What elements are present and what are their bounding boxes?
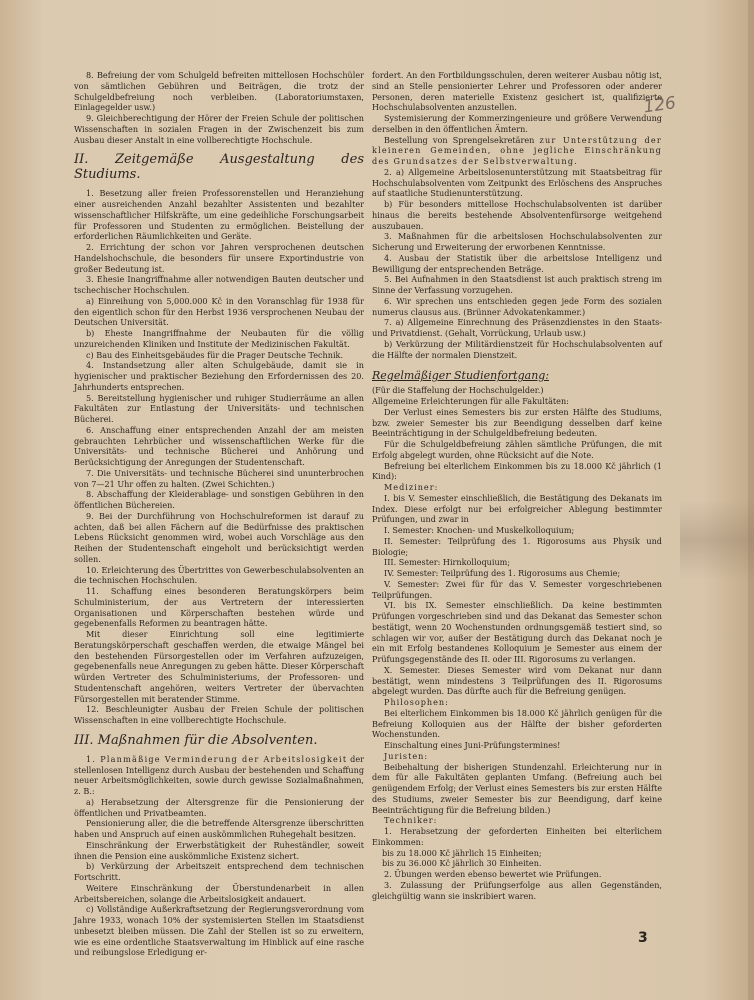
paragraph: b) Für besonders mittellose Hochschulabsolventen ist darüber hinaus die bereits bestehende Absolventenfürsorge weitgehend auszubauen. xyxy=(372,199,662,231)
subheading: Regelmäßiger Studienfortgang: xyxy=(372,369,550,383)
paragraph: 3. Zulassung der Prüfungserfolge aus allen Gegenständen, gleichgültig wann sie inskribiert waren. xyxy=(372,879,662,901)
paragraph: b) Verkürzung der Arbeitszeit entsprechend dem technischen Fortschritt. xyxy=(74,861,364,882)
paragraph: 3. Ehesie Inangriffnahme aller notwendigen Bauten deutscher und tschechischer Hochschulen. xyxy=(74,274,364,295)
paragraph: Mit dieser Einrichtung soll eine legitimierte Beratungskörperschaft geschaffen werden, die etwaige Mängel bei den bestehenden Fürsorgestellen oder im Verfahren aufzuzeigen, gegebenenfalls neue Anregungen zu geben hätte. Dieser Körperschaft würden Vertreter des Schulministeriums, der Professoren- und Studentenschaft angehören, weiters Vertreter der übervachten Fürsorgestellen mit beratender Stimme. xyxy=(74,629,364,704)
paragraph xyxy=(74,754,364,797)
paragraph: Weitere Einschränkung der Überstundenarbeit in allen Arbeitsbereichen, solange die Arbeitslosigkeit andauert. xyxy=(74,882,364,904)
paragraph: I. bis V. Semester einschließlich, die Bestätigung des Dekanats im Index. Diese erfolgt nur bei erfolgreicher Ablegung bestimmter Prüfungen, und zwar in xyxy=(372,492,662,525)
paragraph: 2. Errichtung der schon vor Jahren versprochenen deutschen Handelshochschule, die besonders für unsere Exportindustrie von großer Bedeutung ist. xyxy=(74,242,364,274)
paragraph: Bei elterlichem Einkommen bis 18.000 Kč jährlich genügen für die Befreiung Kolloquien aus der Hälfte der bisher geforderten Wochenstunden. xyxy=(372,707,662,740)
paragraph: c) Bau des Einheitsgebäudes für die Prager Deutsche Technik. xyxy=(86,349,344,360)
paragraph: X. Semester. Dieses Semester wird vom Dekanat nur dann bestätigt, wenn mindestens 3 Teilprüfungen des II. Rigorosums abgelegt wurden. Das dürfte auch für die Befreiung genügen. xyxy=(372,664,662,697)
spaced-text: zur Unterstützung der kleineren Gemeinden, ohne jegliche Einschränkung des Grundsatzes der Selbstverwaltung. xyxy=(372,134,662,166)
paragraph: VI. bis IX. Semester einschließlich. Da keine bestimmten Prüfungen vorgeschrieben sind und das Dekanat das Semester schon bestätigt, wenn 20 Wochenstunden ordnungsgemäß testiert sind, so schlagen wir vor, außer der Bestätigung durch das Dekanat noch je ein mit Erfolg bestandenes Kolloquium je Semester aus einem der Prüfungsgegenstände des II. oder III. Rigorosums zu verlangen. xyxy=(372,600,662,664)
paragraph: (Für die Staffelung der Hochschulgelder.) xyxy=(372,385,544,396)
paper-crease xyxy=(680,500,754,580)
paragraph: 9. Bei der Durchführung von Hochschulreformen ist darauf zu achten, daß bei allen Fächern auf die Bedürfnisse des praktischen Lebens Rücksicht genommen wird, wobei auch Vorschläge aus den Reihen der Studentenschaft eingeholt und berücksichtigt werden sollen. xyxy=(74,510,364,564)
paragraph: V. Semester: Zwei für für das V. Semester vorgeschriebenen Teilprüfungen. xyxy=(372,578,662,600)
faculty-heading: Philosophen: xyxy=(384,697,449,707)
handwritten-annotation: 126 xyxy=(642,93,678,118)
faculty-heading: Techniker: xyxy=(384,815,438,826)
paragraph: 6. Anschaffung einer entsprechenden Anzahl der am meisten gebrauchten Lehrbücher und wissenschaftlichen Werke für die Universitäts- und technische Bücherei und Anhörung und Berücksichtigung der Anregungen der Studentenschaft. xyxy=(74,424,364,467)
paragraph: 4. Ausbau der Statistik über die arbeitslose Intelligenz und Bewilligung der entsprechenden Beträge. xyxy=(372,252,662,274)
section-heading: III. Maßnahmen für die Absolventen. xyxy=(74,732,318,748)
paragraph: 1. Herabsetzung der geforderten Einheiten bei elterlichem Einkommen: xyxy=(372,826,662,847)
paragraph: 7. Die Universitäts- und technische Bücherei sind ununterbrochen von 7—21 Uhr offen zu halten. (Zwei Schichten.) xyxy=(74,467,364,489)
paragraph: a) Herabsetzung der Altersgrenze für die Pensionierung der öffentlichen und Privatbeamten. xyxy=(74,796,364,818)
paragraph: c) Vollständige Außerkraftsetzung der Regierungsverordnung vom Jahre 1933, wonach 10% der systemisierten Stellen im Staatsdienst unbesetzt bleiben müssen. Die Zahl der Stellen ist so zu erweitern, wie es eine ordentliche Staatsverwaltung im Hinblick auf eine rasche und reibungslose Erledigung er- xyxy=(74,904,364,958)
paragraph: Allgemeine Erleichterungen für alle Fakultäten: xyxy=(372,396,569,406)
paragraph: bis zu 36.000 Kč jährlich 30 Einheiten. xyxy=(382,858,542,869)
paragraph: a) Einreihung von 5,000.000 Kč in den Voranschlag für 1938 für den eigentlich schon für den Herbst 1936 versprochenen Neubau der Deutschen Universität. xyxy=(74,295,364,328)
paragraph: 1. Besetzung aller freien Professorenstellen und Heranziehung einer ausreichenden Anzahl bezahlter Assistenten und bezahlter wissenschaftlicher Hilfskräfte, um eine gedeihliche Forschungsarbeit für Professoren und Studenten zu ermöglichen. Beistellung der erforderlichen Räumlichkeiten und Geräte. xyxy=(74,188,364,242)
paragraph: b) Verkürzung der Militärdienstzeit für Hochschulabsolventen auf die Hälfte der normalen Dienstzeit. xyxy=(372,338,662,360)
faculty-heading: Juristen: xyxy=(384,750,429,761)
paragraph: fordert. An den Fortbildungsschulen, deren weiterer Ausbau nötig ist, sind an Stelle pensionierter Lehrer und Professoren oder anderer Personen, deren materielle Existenz gesichert ist, qualifizierte Hochschulabsolventen anzustellen. xyxy=(372,70,662,113)
paragraph: Für die Schulgeldbefreiung zählen sämtliche Prüfungen, die mit Erfolg abgelegt wurden, ohne Rücksicht auf die Note. xyxy=(372,439,662,460)
paragraph: 8. Befreiung der vom Schulgeld befreiten mittellosen Hochschüler von sämtlichen Gebühren und Beiträgen, die trotz der Schulgeldbefreiung noch verbleiben. (Laboratoriumstaxen, Einlagegelder usw.) xyxy=(74,70,364,113)
faculty-heading: Mediziner: xyxy=(384,482,439,492)
paragraph: Systemisierung der Kommerzingenieure und größere Verwendung derselben in den öffentlichen Ämtern. xyxy=(372,113,662,134)
paragraph: 2. a) Allgemeine Arbeitslosenunterstützung mit Staatsbeitrag für Hochschulabsolventen vom Zeitpunkt des Erlöschens des Anspruches auf staatliche Studienunterstützung. xyxy=(372,166,662,199)
text: der stellenlosen Intelligenz durch Ausbau der bestehenden und Schaffung neuer Arbeitsmöglichkeiten, sowie durch gewisse Sozialmaßnahmen, z. B.: xyxy=(74,753,364,796)
paragraph: 6. Wir sprechen uns entschieden gegen jede Form des sozialen numerus clausus aus. (Brünner Advokatenkammer.) xyxy=(372,295,662,317)
paragraph: 4. Instandsetzung aller alten Schulgebäude, damit sie in hygienischer und praktischer Beziehung den Erfordernissen des 20. Jahrhunderts entsprechen. xyxy=(74,360,364,392)
paragraph: 8. Abschaffung der Kleiderablage- und sonstigen Gebühren in den öffentlichen Büchereien. xyxy=(74,489,364,510)
paragraph: 3. Maßnahmen für die arbeitslosen Hochschulabsolventen zur Sicherung und Erweiterung der erworbenen Kenntnisse. xyxy=(372,231,662,252)
paragraph: 5. Bereitstellung hygienischer und ruhiger Studierräume an allen Fakultäten zur Entlastung der Universitäts- und technischen Bücherei. xyxy=(74,392,364,424)
left-column xyxy=(74,70,364,958)
paragraph: 12. Beschleunigter Ausbau der Freien Schule der politischen Wissenschaften in eine vollberechtigte Hochschule. xyxy=(74,704,364,725)
paragraph: 11. Schaffung eines besonderen Beratungskörpers beim Schulministerium, der aus Vertretern der interessierten Organisationen und Körperschaften bestehen würde und gegebenenfalls Reformen zu beantragen hätte. xyxy=(74,586,364,629)
paragraph: Einschaltung eines Juni-Prüfungstermines! xyxy=(384,740,561,750)
paragraph: Befreiung bei elterlichem Einkommen bis zu 18.000 Kč jährlich (1 Kind): xyxy=(372,460,662,482)
paragraph: 2. Übungen werden ebenso bewertet wie Prüfungen. xyxy=(384,869,602,879)
paragraph: IV. Semester: Teilprüfung des 1. Rigorosums aus Chemie; xyxy=(384,568,621,578)
spaced-text: 1. Planmäßige Verminderung der Arbeitslosigkeit xyxy=(86,753,348,764)
paragraph: Beibehaltung der bisherigen Stundenzahl. Erleichterung nur in dem für alle Fakultäten geplanten Umfang. (Befreiung auch bei genügendem Erfolg; der Verlust eines Semesters bis zur ersten Hälfte des Studiums, zweier Semester bis zur Beendigung, darf keine Beeinträchtigung für die Befreiung bilden.) xyxy=(372,761,662,815)
paragraph: 5. Bei Aufnahmen in den Staatsdienst ist auch praktisch streng im Sinne der Verfassung vorzugehen. xyxy=(372,274,662,295)
text: Bestellung von Sprengelsekretären xyxy=(384,134,535,145)
page-number: 3 xyxy=(638,930,648,946)
paragraph: 7. a) Allgemeine Einrechnung des Präsenzdienstes in den Staats- und Privatdienst. (Gehalt, Vorrückung, Urlaub usw.) xyxy=(372,317,662,338)
right-column xyxy=(372,70,662,901)
paragraph: 9. Gleichberechtigung der Hörer der Freien Schule der politischen Wissenschaften in sozialen Fragen in der Zwischenzeit bis zum Ausbau dieser Anstalt in eine vollberechtigte Hochschule. xyxy=(74,113,364,145)
paragraph: bis zu 18.000 Kč jährlich 15 Einheiten; xyxy=(382,847,542,858)
paragraph: II. Semester: Teilprüfung des 1. Rigorosums aus Physik und Biologie; xyxy=(372,535,662,557)
paragraph: I. Semester: Knochen- und Muskelkolloquium; xyxy=(384,525,575,535)
paragraph: Einschränkung der Erwerbstätigkeit der Ruheständler, soweit ihnen die Pension eine auskömmliche Existenz sichert. xyxy=(74,839,364,861)
section-heading: II. Zeitgemäße Ausgestaltung des Studiums. xyxy=(74,152,364,183)
paragraph: 10. Erleichterung des Übertrittes von Gewerbeschulabsolventen an die technischen Hochschulen. xyxy=(74,564,364,586)
paragraph xyxy=(372,135,662,167)
paragraph: Pensionierung aller, die die betreffende Altersgrenze überschritten haben und Anspruch auf einen auskömmlichen Ruhegehalt besitzen. xyxy=(74,818,364,839)
paragraph: Der Verlust eines Semesters bis zur ersten Hälfte des Studiums, bzw. zweier Semester bis zur Beendigung desselben darf keine Beeinträchtigung in der Schulgeldbefreiung bedeuten. xyxy=(372,406,662,439)
paragraph: b) Eheste Inangriffnahme der Neubauten für die völlig unzureichenden Kliniken und Institute der Medizinischen Fakultät. xyxy=(74,328,364,349)
paragraph: III. Semester: Hirnkolloquium; xyxy=(384,557,511,568)
